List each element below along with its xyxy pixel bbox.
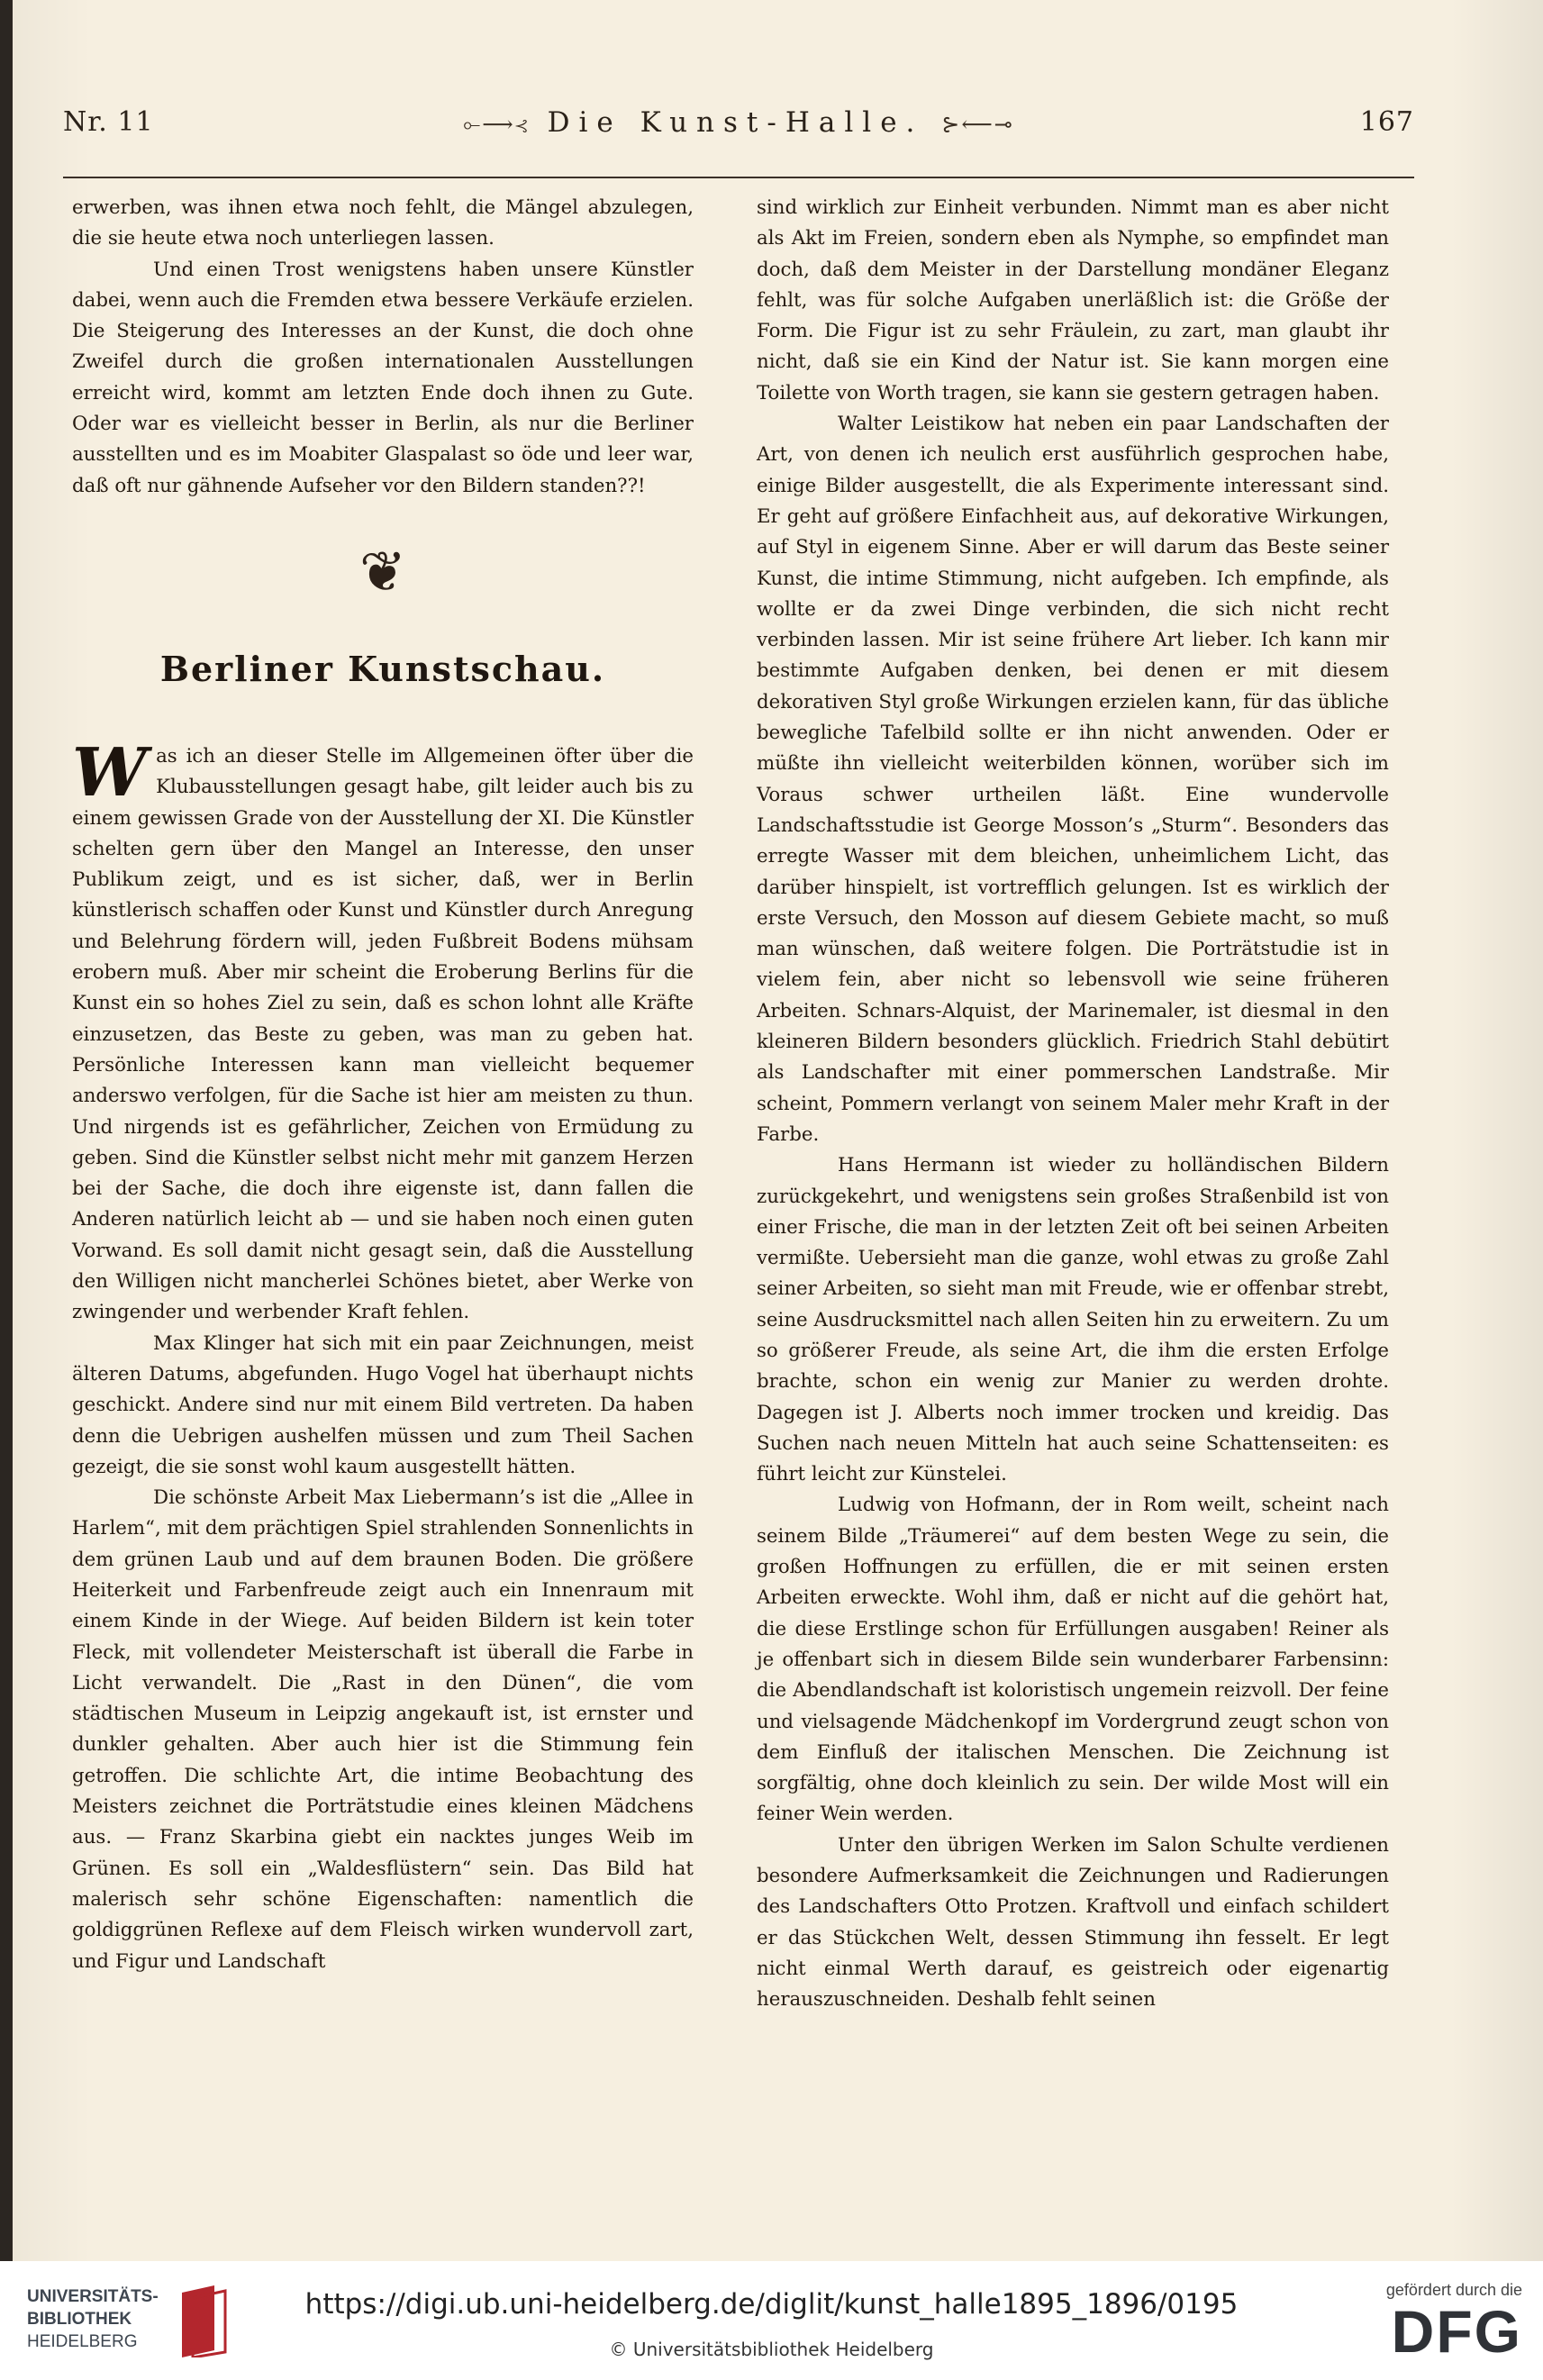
header-rule — [63, 177, 1414, 178]
running-header — [63, 106, 1414, 151]
paragraph: Hans Hermann ist wieder zu holländischen Bildern zurückgekehrt, und wenigstens sein großes Straßenbild ist von einer Frische, die man in der letzten Zeit oft bei seinen Arbeiten vermißte. Uebersieht man die ganze, wohl etwas zu große Zahl seiner Arbeiten, so sieht man mit Freude, wie er offenbar strebt, seine Ausdrucksmittel nach allen Seiten hin zu erweitern. Zu um so größerer Freude, als seine Art, die ihm die ersten Erfolge brachte, schon ein wenig zur Manier zu werden drohte. Dagegen ist J. Alberts noch immer trocken und kreidig. Das Suchen nach neuen Mitteln hat auch seine Schattenseiten: es führt leicht zur Künstelei. — [757, 1154, 1389, 1486]
section-title: Berliner Kunstschau. — [159, 648, 606, 689]
dfg-logo[interactable] — [1369, 2281, 1522, 2371]
journal-title-line — [63, 106, 1414, 139]
header-ornament-left: ⟜⟶⊰ — [463, 112, 530, 137]
paragraph: Ludwig von Hofmann, der in Rom weilt, scheint nach seinem Bilde „Träumerei“ auf dem besten Wege zu sein, die großen Hoffnungen zu erfüllen, die er mit seinen ersten Arbeiten erweckte. Wohl ihm, daß er nicht auf die gehört hat, die diese Erstlinge schon für Erfüllungen ausgaben! Reiner als je offenbart sich in diesem Bilde sein wunderbarer Farbensinn: die Abendlandschaft ist koloristisch ungemein reizvoll. Der feine und vielsagende Mädchenkopf im Vordergrund zeugt schon von dem Einfluß der italischen Menschen. Die Zeichnung ist sorgfältig, ohne doch kleinlich zu sein. Der wilde Most will ein feiner Wein werden. — [757, 1494, 1389, 1826]
journal-title: Die Kunst-Halle. — [547, 106, 924, 139]
sponsor-text: gefördert durch die — [1385, 2281, 1522, 2299]
right-column — [757, 193, 1389, 2016]
scan-edge — [0, 0, 13, 2261]
article-paragraph: Max Klinger hat sich mit ein paar Zeichnungen, meist älteren Datums, abgefunden. Hugo Vogel hat überhaupt nichts geschickt. Andere sind nur mit einem Bild vertreten. Da haben denn die Uebrigen aushelfen müssen und zum Theil Sachen gezeigt, die sie sonst wohl kaum ausgestellt hätten. — [72, 1331, 694, 1478]
copyright-notice: © Universitätsbibliothek Heidelberg — [609, 2339, 934, 2360]
article-paragraph: Die schönste Arbeit Max Liebermann’s ist die „Allee in Harlem“, mit dem prächtigen Spiel strahlenden Sonnenlichts in dem grünen Laub und auf dem braunen Boden. Die größere Heiterkeit und Farbenfreude zeigt auch ein Innenraum mit einem Kinde in der Wiege. Auf beiden Bildern ist kein toter Fleck, mit vollendeter Meisterschaft ist überall die Farbe in Licht verwandelt. Die „Rast in den Dünen“, die vom städtischen Museum in Leipzig angekauft ist, ist ernster und dunkler gehalten. Aber auch hier ist die Stimmung fein getroffen. Die schlichte Art, die intime Beobachtung des Meisters zeichnet die Porträtstudie eines kleinen Mädchens aus. — Franz Skarbina giebt ein nacktes junges Weib im Grünen. Es soll ein „Waldesflüstern“ sein. Das Bild hat malerisch sehr schöne Eigenschaften: namentlich die goldiggrünen Reflexe auf dem Fleisch wirken wundervoll zart, und Figur und Landschaft — [72, 1486, 694, 1973]
fleuron-ornament-icon: ❦ — [359, 538, 406, 604]
library-name — [27, 2285, 159, 2353]
article-paragraph — [72, 733, 694, 1329]
permalink-url[interactable]: https://digi.ub.uni-heidelberg.de/diglit/kunst_halle1895_1896/0195 — [304, 2288, 1239, 2321]
library-name-line: HEIDELBERG — [27, 2332, 138, 2351]
paragraph: sind wirklich zur Einheit verbunden. Nimmt man es aber nicht als Akt im Freien, sondern eben als Nymphe, so empfindet man doch, daß dem Meister in der Darstellung mondäner Eleganz fehlt, was für solche Aufgaben unerläßlich ist: die Größe der Form. Die Figur ist zu sehr Fräulein, zu zart, man glaubt ihr nicht, daß sie ein Kind der Natur ist. Sie kann morgen eine Toilette von Worth tragen, sie kann sie gestern getragen haben. — [757, 196, 1389, 404]
paragraph: Und einen Trost wenigstens haben unsere Künstler dabei, wenn auch die Fremden etwa bessere Verkäufe erzielen. Die Steigerung des Interesses an der Kunst, die doch ohne Zweifel durch die großen internationalen Ausstellungen erreicht wird, kommt am letzten Ende doch ihnen zu Gute. Oder war es vielleicht besser in Berlin, als nur die Berliner ausstellten und es im Moabiter Glaspalast so öde und leer war, daß oft nur gähnende Aufseher vor den Bildern standen??! — [72, 258, 694, 497]
paragraph: Unter den übrigen Werken im Salon Schulte verdienen besondere Aufmerksamkeit die Zeichnungen und Radierungen des Landschafters Otto Protzen. Kraftvoll und einfach schildert er das Stückchen Welt, dessen Stimmung ihn fesselt. Er legt nicht einmal Werth darauf, es geistreich oder eigenartig herauszuschneiden. Deshalb fehlt seinen — [757, 1833, 1389, 2012]
library-logo[interactable] — [27, 2284, 261, 2365]
drop-cap: W — [72, 733, 148, 812]
header-ornament-right: ⊱⟵⊸ — [941, 112, 1014, 137]
issue-number: Nr. 11 — [63, 106, 154, 138]
paragraph: Walter Leistikow hat neben ein paar Landschaften der Art, von denen ich neulich erst ausführlich gesprochen habe, einige Bilder ausgestellt, die als Experimente interessant sind. Er geht auf größere Einfachheit aus, auf dekorative Wirkungen, auf Styl in eigenem Sinne. Aber er will darum das Beste seiner Kunst, die intime Stimmung, nicht aufgeben. Ich empfinde, als wollte er da zwei Dinge verbinden, die sich nicht recht verbinden lassen. Mir ist seine frühere Art lieber. Ich kann mir bestimmte Aufgaben denken, bei denen er mit diesem dekorativen Styl große Wirkungen erzielen kann, für das übliche bewegliche Tafelbild sollte er ihn nicht anwenden. Oder er müßte ihn vielleicht weiterbilden können, worüber sich im Voraus schwer urtheilen läßt. Eine wundervolle Landschaftsstudie ist George Mosson’s „Sturm“. Besonders das erregte Wasser mit dem bleichen, unheimlichem Licht, das darüber hinspielt, ist vortrefflich gelungen. Ist es wirklich der erste Versuch, den Mosson auf diesem Gebiete macht, so muß man wünschen, daß weitere folgen. Die Porträtstudie ist in vielem fein, aber nicht so lebensvoll wie seine früheren Arbeiten. Schnars-Alquist, der Marinemaler, ist diesmal in den kleineren Bildern besonders glücklich. Friedrich Stahl debütirt als Landschafter mit einer pommerschen Landstraße. Mir scheint, Pommern verlangt von seinem Maler mehr Kraft in der Farbe. — [757, 413, 1389, 1146]
library-name-line: BIBLIOTHEK — [27, 2310, 132, 2329]
library-name-line: UNIVERSITÄTS- — [27, 2287, 159, 2306]
left-column — [72, 193, 694, 1977]
paragraph: erwerben, was ihnen etwa noch fehlt, die Mängel abzulegen, die sie heute etwa noch unterliegen lassen. — [72, 196, 694, 250]
article-paragraph-text: as ich an dieser Stelle im Allgemeinen öfter über die Klubausstellungen gesagt habe, gilt leider auch bis zu einem gewissen Grade von der Ausstellung der XI. Die Künstler schelten gern über den Mangel an Interesse, den unser Publikum zeigt, und es ist sicher, daß, wer in Berlin künstlerisch schaffen oder Kunst und Künstler durch Anregung und Belehrung fördern will, jeden Fußbreit Bodens mühsam erobern muß. Aber mir scheint die Eroberung Berlins für die Kunst ein so hohes Ziel zu sein, daß es schon lohnt alle Kräfte einzusetzen, das Beste zu geben, was man zu geben hat. Persönliche Interessen kann man vielleicht bequemer anderswo verfolgen, für die Sache ist hier am meisten zu thun. Und nirgends ist es gefährlicher, Zeichen von Ermüdung zu geben. Sind die Künstler selbst nicht mehr mit ganzem Herzen bei der Sache, die doch ihre eigenste ist, dann fallen die Anderen natürlich leicht ab — und sie haben noch einen guten Vorwand. Es soll damit nicht gesagt sein, daß die Ausstellung den Willigen nicht mancherlei Schönes bietet, aber Werke von zwingender und werbender Kraft fehlen. — [72, 744, 694, 1324]
page-number: 167 — [1359, 106, 1414, 138]
library-book-icon — [178, 2285, 232, 2357]
dfg-mark: DFG — [1391, 2298, 1522, 2365]
